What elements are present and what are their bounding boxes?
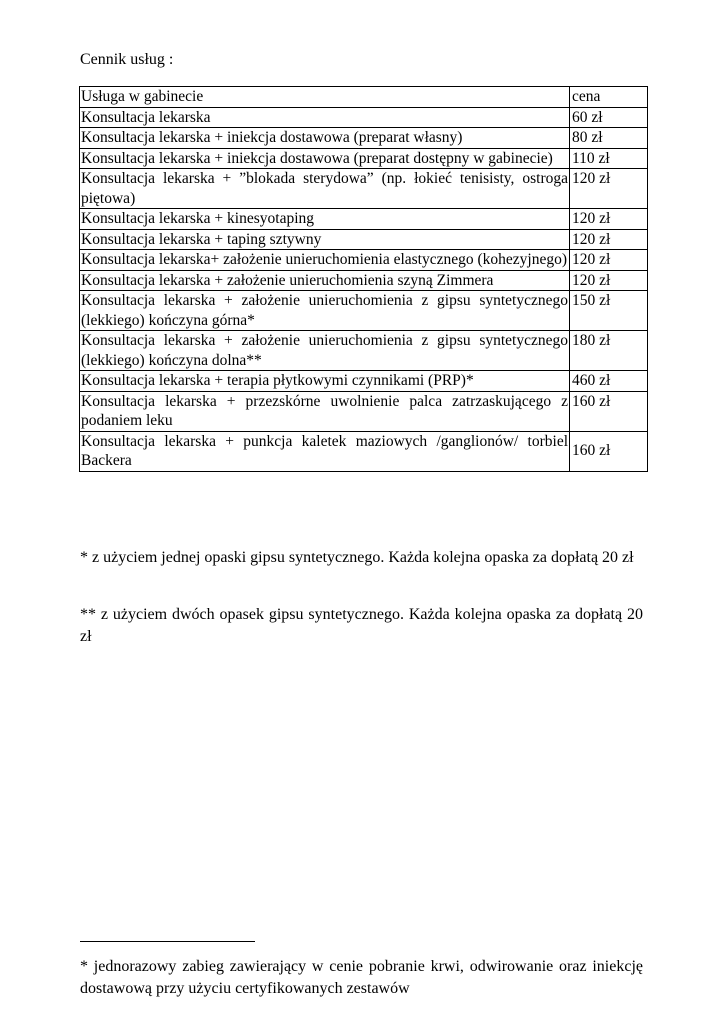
table-row	[80, 291, 648, 331]
service-cell: Konsultacja lekarska + kinesyotaping	[80, 209, 570, 230]
table-row	[80, 331, 648, 371]
table-row	[80, 250, 648, 271]
table-row	[80, 371, 648, 392]
price-cell: 120 zł	[570, 229, 648, 250]
price-cell: 160 zł	[570, 391, 648, 431]
service-cell: Konsultacja lekarska + iniekcja dostawowa (preparat dostępny w gabinecie)	[80, 148, 570, 169]
note-single-cast: * z użyciem jednej opaski gipsu syntetycznego. Każda kolejna opaska za dopłatą 20 zł	[80, 549, 634, 566]
price-cell: 120 zł	[570, 209, 648, 230]
service-cell: Konsultacja lekarska + założenie unieruchomienia z gipsu syntetycznego (lekkiego) kończyna górna*	[81, 292, 568, 329]
price-cell: 120 zł	[570, 250, 648, 271]
footnote-prp: * jednorazowy zabieg zawierający w cenie pobranie krwi, odwirowanie oraz iniekcję dostawową przy użyciu certyfikowanych zestawów	[80, 958, 643, 997]
footnote-divider	[80, 941, 255, 942]
table-row	[80, 431, 648, 471]
service-cell: Konsultacja lekarska + założenie unieruchomienia szyną Zimmera	[80, 270, 570, 291]
price-cell: 60 zł	[570, 107, 648, 128]
service-cell: Konsultacja lekarska + iniekcja dostawowa (preparat własny)	[80, 128, 570, 149]
service-cell: Konsultacja lekarska+ założenie unieruchomienia elastycznego (kohezyjnego)	[80, 250, 570, 271]
table-row	[80, 107, 648, 128]
price-cell: 160 zł	[570, 431, 648, 471]
service-cell: Konsultacja lekarska + przezskórne uwolnienie palca zatrzaskującego z podaniem leku	[81, 392, 568, 429]
page-title: Cennik usług :	[80, 51, 174, 68]
table-row	[80, 229, 648, 250]
table-row	[80, 270, 648, 291]
table-row	[80, 128, 648, 149]
service-cell: Konsultacja lekarska + założenie unieruchomienia z gipsu syntetycznego (lekkiego) kończyna dolna**	[81, 332, 568, 369]
service-cell: Konsultacja lekarska + taping sztywny	[80, 229, 570, 250]
table-header-row	[80, 87, 648, 108]
price-cell: 80 zł	[570, 128, 648, 149]
table-row	[80, 148, 648, 169]
header-price: cena	[570, 87, 648, 108]
table-row	[80, 209, 648, 230]
price-table	[79, 86, 648, 472]
service-cell: Konsultacja lekarska + punkcja kaletek maziowych /ganglionów/ torbiel Backera	[81, 432, 568, 469]
table-row	[80, 391, 648, 431]
price-cell: 460 zł	[570, 371, 648, 392]
header-service: Usługa w gabinecie	[80, 87, 570, 108]
price-cell: 150 zł	[570, 291, 648, 331]
price-cell: 120 zł	[570, 270, 648, 291]
price-cell: 120 zł	[570, 169, 648, 209]
price-cell: 110 zł	[570, 148, 648, 169]
price-cell: 180 zł	[570, 331, 648, 371]
note-double-cast: ** z użyciem dwóch opasek gipsu syntetycznego. Każda kolejna opaska za dopłatą 20 zł	[80, 606, 643, 645]
service-cell: Konsultacja lekarska + ”blokada sterydowa” (np. łokieć tenisisty, ostroga piętowa)	[81, 170, 568, 207]
table-row	[80, 169, 648, 209]
service-cell: Konsultacja lekarska	[80, 107, 570, 128]
service-cell: Konsultacja lekarska + terapia płytkowymi czynnikami (PRP)*	[80, 371, 570, 392]
